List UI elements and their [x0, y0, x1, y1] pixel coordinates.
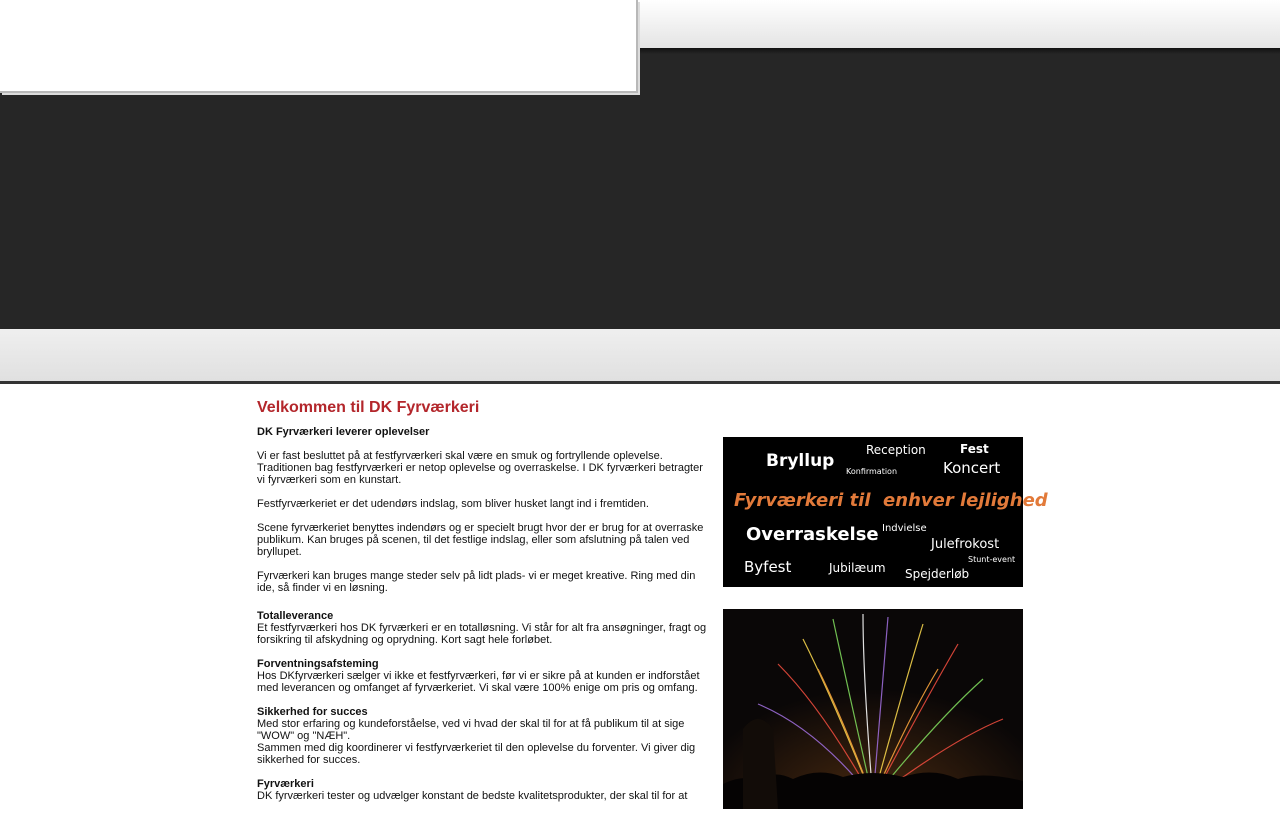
section-title: Sikkerhed for succes — [257, 706, 368, 718]
section-body: Hos DKfyrværkeri sælger vi ikke et festfyrværkeri, før vi er sikre på at kunden er indforstået med leverancen og omfanget af fyrværkeriet. Vi skal være 100% enige om pris og omfang. — [257, 670, 700, 694]
page-title: Velkommen til DK Fyrværkeri — [257, 399, 480, 416]
banner-word: Reception — [866, 443, 926, 457]
section-body: Med stor erfaring og kundeforståelse, ved vi hvad der skal til for at få publikum til at sige "WOW" og "NÆH". — [257, 718, 685, 742]
fireworks-illustration — [723, 609, 1023, 809]
intro-paragraph: Vi er fast besluttet på at festfyrværkeri skal være en smuk og fortryllende oplevelse. Traditionen bag festfyrværkeri er netop oplevelse og overraskelse. I DK fyrværkeri betragter vi fyrværkeri som en kunstart. — [257, 450, 703, 486]
navigation-bar — [0, 329, 1280, 384]
section-body: DK fyrværkeri tester og udvælger konstant de bedste kvalitetsprodukter, der skal til for at — [257, 790, 688, 802]
banner-word: Indvielse — [882, 523, 927, 534]
banner-word: Stunt-event — [968, 555, 1016, 564]
banner-word: Byfest — [744, 558, 792, 576]
section-title: Totalleverance — [257, 610, 334, 622]
banner-slogan: Fyrværkeri til enhver lejlighed — [734, 490, 1048, 511]
stage-paragraph: Scene fyrværkeriet benyttes indendørs og er specielt brugt hvor der er brug for at overraske publikum. Kan bruges på scenen, til det festlige indslag, eller som afslutning på talen ved bryllupet. — [257, 522, 704, 558]
fireworks-photo — [723, 609, 1023, 809]
logo-area — [0, 0, 638, 93]
banner-word: Jubilæum — [829, 561, 886, 575]
section-title: Forventningsafsteming — [257, 658, 379, 670]
lead-text: DK Fyrværkeri leverer oplevelser — [257, 426, 430, 438]
article — [257, 388, 712, 814]
occasions-banner — [723, 437, 1048, 587]
section-title: Fyrværkeri — [257, 778, 314, 790]
section-body: Et festfyrværkeri hos DK fyrværkeri er en totalløsning. Vi står for alt fra ansøgninger, fragt og forsikring til afskydning og oprydning. Kort sagt hele forløbet. — [257, 622, 707, 646]
banner-word: Fest — [960, 442, 989, 456]
banner-word: Spejderløb — [905, 567, 970, 581]
banner-word: Bryllup — [766, 451, 835, 471]
outdoor-paragraph: Festfyrværkeriet er det udendørs indslag, som bliver husket langt ind i fremtiden. — [257, 498, 649, 510]
banner-word: Julefrokost — [931, 537, 1000, 552]
banner-word: Overraskelse — [746, 524, 879, 545]
banner-word: Konfirmation — [846, 467, 898, 476]
banner-word: Koncert — [943, 459, 1001, 477]
creative-paragraph: Fyrværkeri kan bruges mange steder selv på lidt plads- vi er meget kreative. Ring med din ide, så finder vi en løsning. — [257, 570, 696, 594]
section-body: Sammen med dig koordinerer vi festfyrværkeriet til den oplevelse du forventer. Vi giver dig sikkerhed for succes. — [257, 742, 696, 766]
